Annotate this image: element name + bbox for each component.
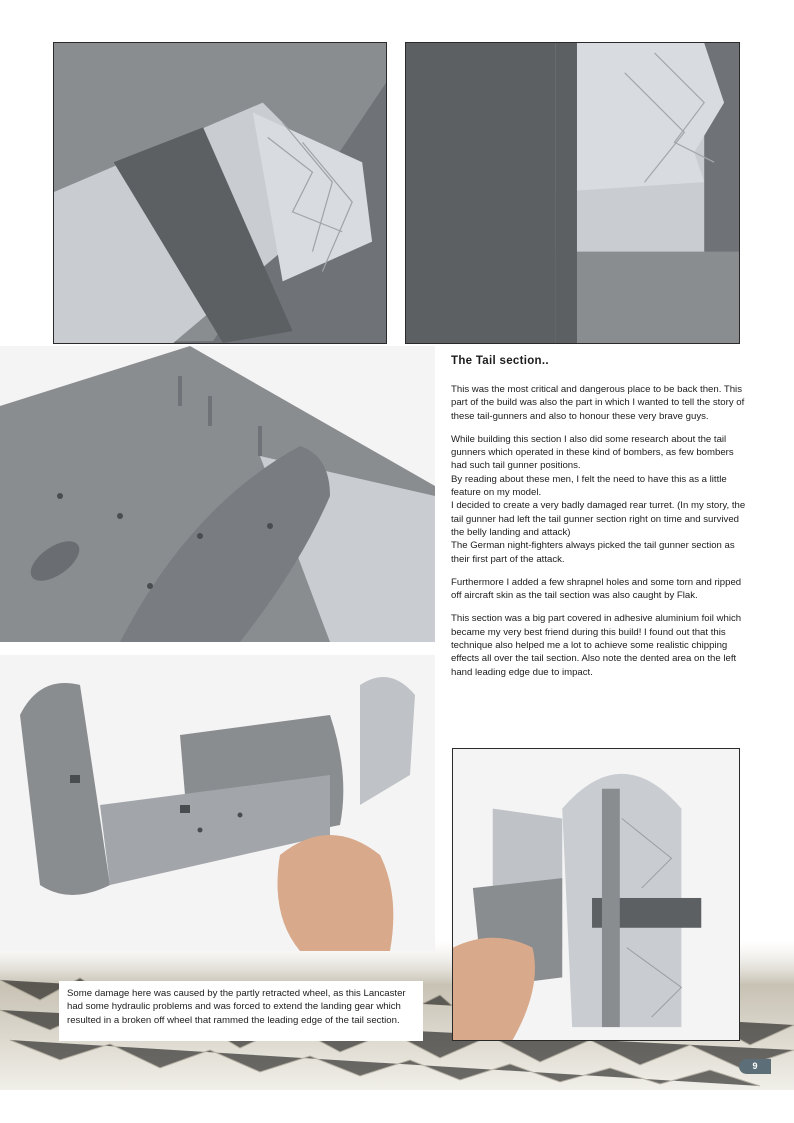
article-paragraph-2: While building this section I also did some research about the tail gunners which operated in these kind of bombers, as few bombers had such tail gunner positions. By reading about these men, I felt the need to have this as a little feature on my model. I decided to create a very badly damaged rear turret. (In my story, the tail gunner had left the tail gunner section right on time and survived the belly landing and attack) The German night-fighters always picked the tail gunner section as their first part of the attack. [451,433,746,565]
article-paragraph-1: This was the most critical and dangerous place to be back then. This part of the build was also the part in which I wanted to tell the story of these tail-gunners and also to honour these very brave guys. [451,384,745,422]
photo-fuselage-torn-foil [405,42,740,344]
article-tail-section [451,355,747,689]
article-paragraph-3: Furthermore I added a few shrapnel holes and some torn and ripped off aircraft skin as the tail section was also caught by Flak. [451,576,742,602]
article-heading: The Tail section.. [451,355,549,367]
photo-tail-fin-in-hand [452,748,740,1041]
page-number-badge: 9 [739,1059,771,1074]
photo-caption-box [59,981,423,1041]
photo-tail-turret-closeup [0,346,435,642]
photo-wing-foil-damage [53,42,387,344]
article-paragraph-4: This section was a big part covered in adhesive aluminium foil which became my very best friend during this build! I found out that this technique also helped me a lot to achieve some realistic chipping effects all over the tail section. Also note the dented area on the left hand leading edge due to impact. [451,613,742,678]
photo-caption-text: Some damage here was caused by the partly retracted wheel, as this Lancaster had some hydraulic problems and was forced to extend the landing gear which resulted in a broken off wheel that rammed the leading edge of the tail section. [67,988,406,1026]
photo-tail-held-in-hand [0,655,435,951]
